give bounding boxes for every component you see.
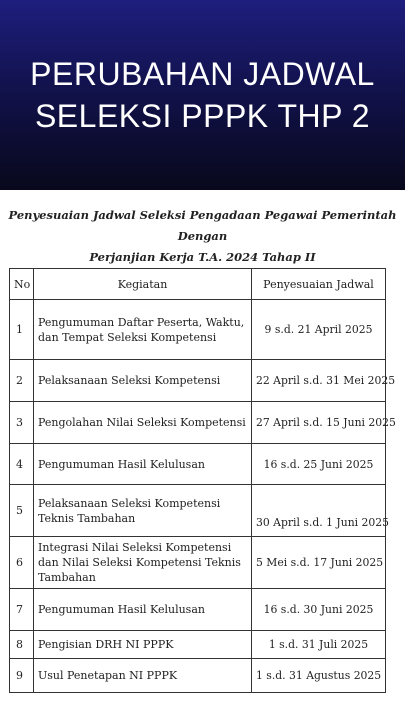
row-no: 7 bbox=[10, 589, 34, 631]
row-kegiatan: Pelaksanaan Seleksi Kompetensi Teknis Tambahan bbox=[34, 485, 252, 537]
row-no: 3 bbox=[10, 402, 34, 444]
table-header-row bbox=[10, 269, 386, 300]
table-row bbox=[10, 300, 386, 360]
row-kegiatan: Pelaksanaan Seleksi Kompetensi bbox=[34, 360, 252, 402]
row-jadwal: 16 s.d. 25 Juni 2025 bbox=[252, 444, 386, 485]
document-title-line-1: Penyesuaian Jadwal Seleksi Pengadaan Pegawai Pemerintah Dengan bbox=[8, 208, 397, 243]
header-kegiatan: Kegiatan bbox=[34, 269, 252, 300]
row-no: 6 bbox=[10, 537, 34, 589]
title-banner bbox=[0, 0, 405, 190]
row-no: 8 bbox=[10, 631, 34, 659]
table-row bbox=[10, 485, 386, 537]
row-jadwal: 16 s.d. 30 Juni 2025 bbox=[252, 589, 386, 631]
row-jadwal: 27 April s.d. 15 Juni 2025 bbox=[252, 402, 386, 444]
table-row bbox=[10, 360, 386, 402]
row-kegiatan: Pengolahan Nilai Seleksi Kompetensi bbox=[34, 402, 252, 444]
row-no: 5 bbox=[10, 485, 34, 537]
row-kegiatan: Pengumuman Hasil Kelulusan bbox=[34, 589, 252, 631]
row-kegiatan: Pengisian DRH NI PPPK bbox=[34, 631, 252, 659]
banner-title-line-1: PERUBAHAN JADWAL bbox=[30, 56, 375, 92]
row-kegiatan: Usul Penetapan NI PPPK bbox=[34, 659, 252, 693]
header-no: No bbox=[10, 269, 34, 300]
row-no: 9 bbox=[10, 659, 34, 693]
row-jadwal: 1 s.d. 31 Agustus 2025 bbox=[252, 659, 386, 693]
table-row bbox=[10, 402, 386, 444]
row-jadwal: 30 April s.d. 1 Juni 2025 bbox=[252, 485, 386, 537]
table-row bbox=[10, 631, 386, 659]
banner-title-line-2: SELEKSI PPPK THP 2 bbox=[34, 98, 371, 134]
table-row bbox=[10, 537, 386, 589]
header-jadwal: Penyesuaian Jadwal bbox=[252, 269, 386, 300]
row-no: 2 bbox=[10, 360, 34, 402]
row-jadwal: 9 s.d. 21 April 2025 bbox=[252, 300, 386, 360]
row-no: 1 bbox=[10, 300, 34, 360]
table-row bbox=[10, 589, 386, 631]
row-kegiatan: Pengumuman Hasil Kelulusan bbox=[34, 444, 252, 485]
row-kegiatan: Integrasi Nilai Seleksi Kompetensi dan Nilai Seleksi Kompetensi Teknis Tambahan bbox=[34, 537, 252, 589]
document-title-line-2: Perjanjian Kerja T.A. 2024 Tahap II bbox=[89, 250, 316, 264]
row-kegiatan: Pengumuman Daftar Peserta, Waktu, dan Tempat Seleksi Kompetensi bbox=[34, 300, 252, 360]
row-jadwal: 5 Mei s.d. 17 Juni 2025 bbox=[252, 537, 386, 589]
document-title bbox=[0, 205, 405, 268]
row-jadwal: 22 April s.d. 31 Mei 2025 bbox=[252, 360, 386, 402]
table-row bbox=[10, 444, 386, 485]
row-jadwal: 1 s.d. 31 Juli 2025 bbox=[252, 631, 386, 659]
table-row bbox=[10, 659, 386, 693]
row-no: 4 bbox=[10, 444, 34, 485]
schedule-table bbox=[9, 268, 396, 693]
